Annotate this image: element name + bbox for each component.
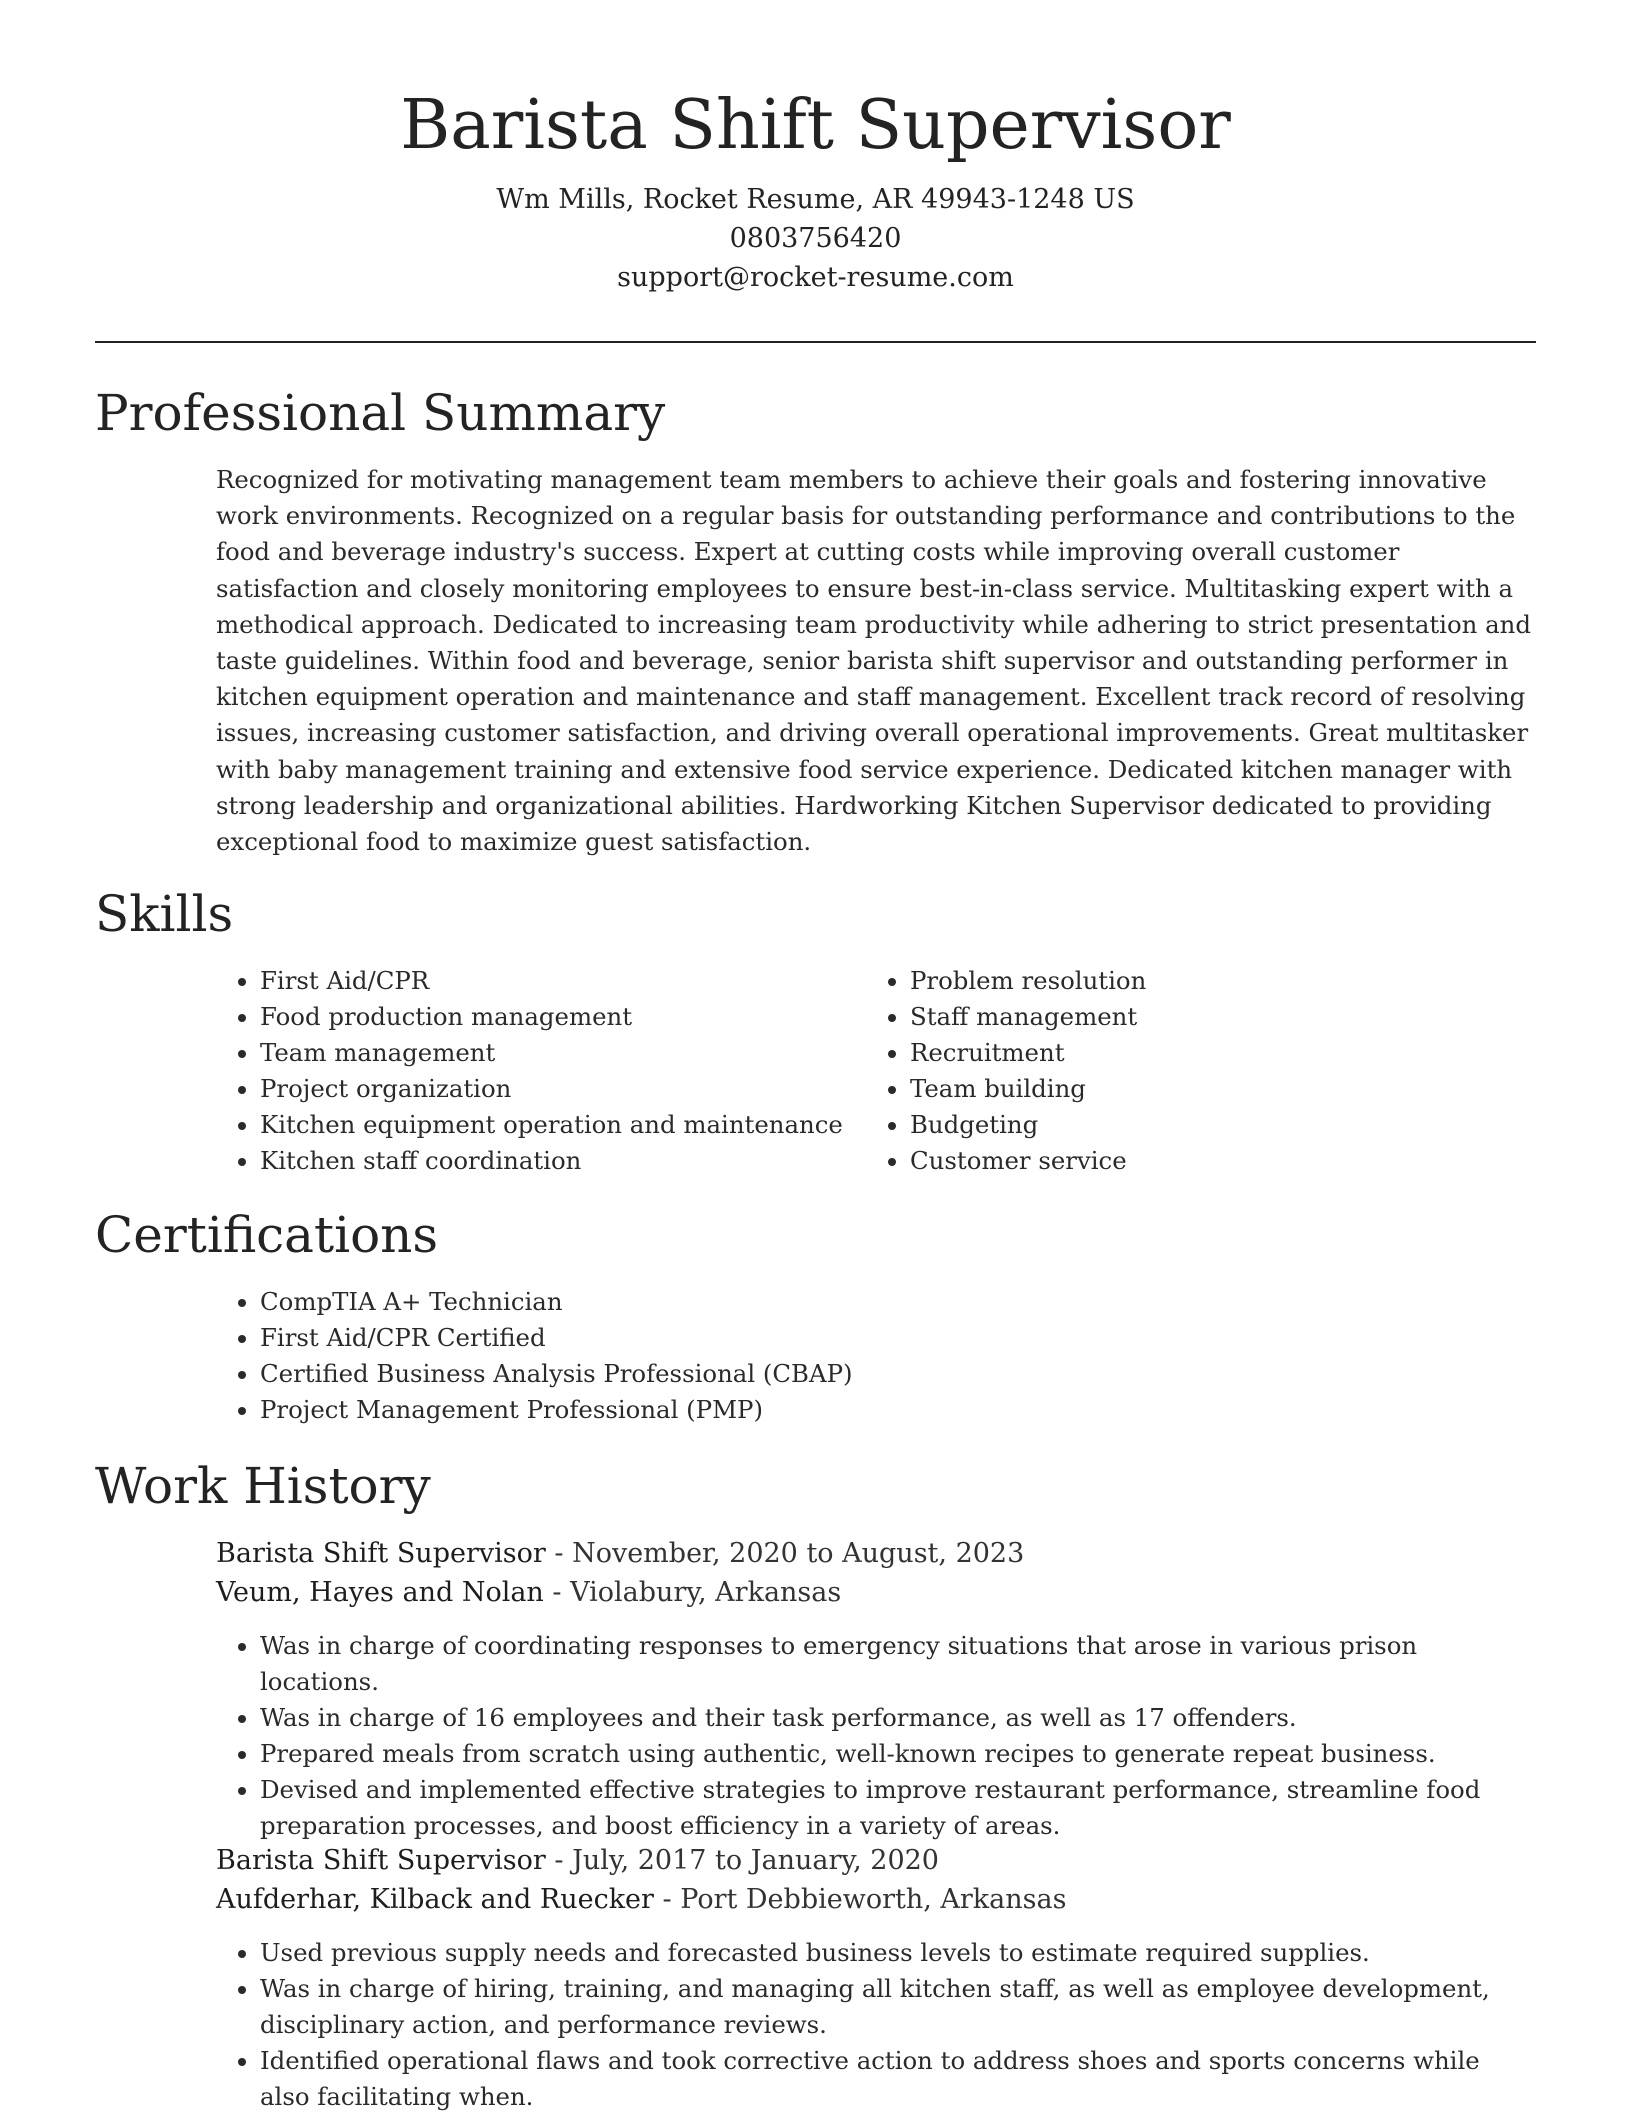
job-role: Barista Shift Supervisor bbox=[216, 1538, 546, 1569]
job-company: Aufderhar, Kilback and Ruecker bbox=[216, 1884, 654, 1915]
job-bullet: • Prepared meals from scratch using authentic, well-known recipes to generate repeat business. bbox=[260, 1736, 1536, 1772]
skills-column-left bbox=[216, 963, 856, 1179]
skill-item: • First Aid/CPR bbox=[260, 963, 856, 999]
certification-item: • CompTIA A+ Technician bbox=[260, 1284, 1536, 1320]
skill-item: • Project organization bbox=[260, 1071, 856, 1107]
job-1-company-line bbox=[216, 1573, 841, 1612]
job-2-title-line bbox=[216, 1841, 939, 1880]
skill-item: • Team management bbox=[260, 1035, 856, 1071]
address: Wm Mills, Rocket Resume, AR 49943-1248 US bbox=[496, 184, 1135, 215]
summary-heading: Professional Summary bbox=[95, 384, 666, 442]
job-1-bullets bbox=[216, 1628, 1536, 1844]
job-bullet: • Used previous supply needs and forecasted business levels to estimate required supplies. bbox=[260, 1935, 1536, 1971]
skill-item: • Team building bbox=[910, 1071, 1506, 1107]
certification-item: • Certified Business Analysis Professional (CBAP) bbox=[260, 1356, 1536, 1392]
certifications-heading: Certifications bbox=[95, 1206, 439, 1264]
job-2-company-line bbox=[216, 1880, 1066, 1919]
job-bullet: • Devised and implemented effective strategies to improve restaurant performance, streamline food preparation processes, and boost efficiency in a variety of areas. bbox=[260, 1772, 1536, 1844]
skill-item: • Kitchen equipment operation and maintenance bbox=[260, 1107, 856, 1143]
certifications-list bbox=[216, 1284, 1536, 1428]
skill-item: • Customer service bbox=[910, 1143, 1506, 1179]
skill-item: • Recruitment bbox=[910, 1035, 1506, 1071]
resume-name: Barista Shift Supervisor bbox=[400, 86, 1231, 165]
skill-item: • Budgeting bbox=[910, 1107, 1506, 1143]
job-dates: - November, 2020 to August, 2023 bbox=[545, 1538, 1025, 1569]
job-location: - Port Debbieworth, Arkansas bbox=[653, 1884, 1067, 1915]
skills-heading: Skills bbox=[95, 885, 234, 943]
summary-text: Recognized for motivating management team members to achieve their goals and fostering innovative work environments. Recognized on a regular basis for outstanding performance and contributions to the food and beverage industry's success. Expert at cutting costs while improving overall customer satisfaction and closely monitoring employees to ensure best-in-class service. Multitasking expert with a methodical approach. Dedicated to increasing team productivity while adhering to strict presentation and taste guidelines. Within food and beverage, senior barista shift supervisor and outstanding performer in kitchen equipment operation and maintenance and staff management. Excellent track record of resolving issues, increasing customer satisfaction, and driving overall operational improvements. Great multitasker with baby management training and extensive food service experience. Dedicated kitchen manager with strong leadership and organizational abilities. Hardworking Kitchen Supervisor dedicated to providing exceptional food to maximize guest satisfaction. bbox=[216, 465, 1531, 857]
certification-item: • Project Management Professional (PMP) bbox=[260, 1392, 1536, 1428]
job-bullet: • Was in charge of coordinating responses to emergency situations that arose in various prison locations. bbox=[260, 1628, 1536, 1700]
certification-item: • First Aid/CPR Certified bbox=[260, 1320, 1536, 1356]
job-dates: - July, 2017 to January, 2020 bbox=[545, 1845, 939, 1876]
job-location: - Violabury, Arkansas bbox=[543, 1577, 842, 1608]
job-role: Barista Shift Supervisor bbox=[216, 1845, 546, 1876]
phone: 0803756420 bbox=[729, 223, 902, 254]
job-bullet: • Identified operational flaws and took corrective action to address shoes and sports concerns while also facilitating when. bbox=[260, 2043, 1536, 2115]
job-2-bullets bbox=[216, 1935, 1536, 2115]
job-bullet: • Was in charge of hiring, training, and managing all kitchen staff, as well as employee development, disciplinary action, and performance reviews. bbox=[260, 1971, 1536, 2043]
email: support@rocket-resume.com bbox=[617, 262, 1014, 293]
skill-item: • Problem resolution bbox=[910, 963, 1506, 999]
job-1-title-line bbox=[216, 1534, 1024, 1573]
skills-column-right bbox=[866, 963, 1506, 1179]
skill-item: • Food production management bbox=[260, 999, 856, 1035]
job-bullet: • Was in charge of 16 employees and their task performance, as well as 17 offenders. bbox=[260, 1700, 1536, 1736]
skill-item: • Staff management bbox=[910, 999, 1506, 1035]
resume-header bbox=[95, 78, 1536, 297]
header-divider bbox=[95, 341, 1536, 343]
job-company: Veum, Hayes and Nolan bbox=[216, 1577, 544, 1608]
skill-item: • Kitchen staff coordination bbox=[260, 1143, 856, 1179]
work-history-heading: Work History bbox=[95, 1457, 431, 1515]
